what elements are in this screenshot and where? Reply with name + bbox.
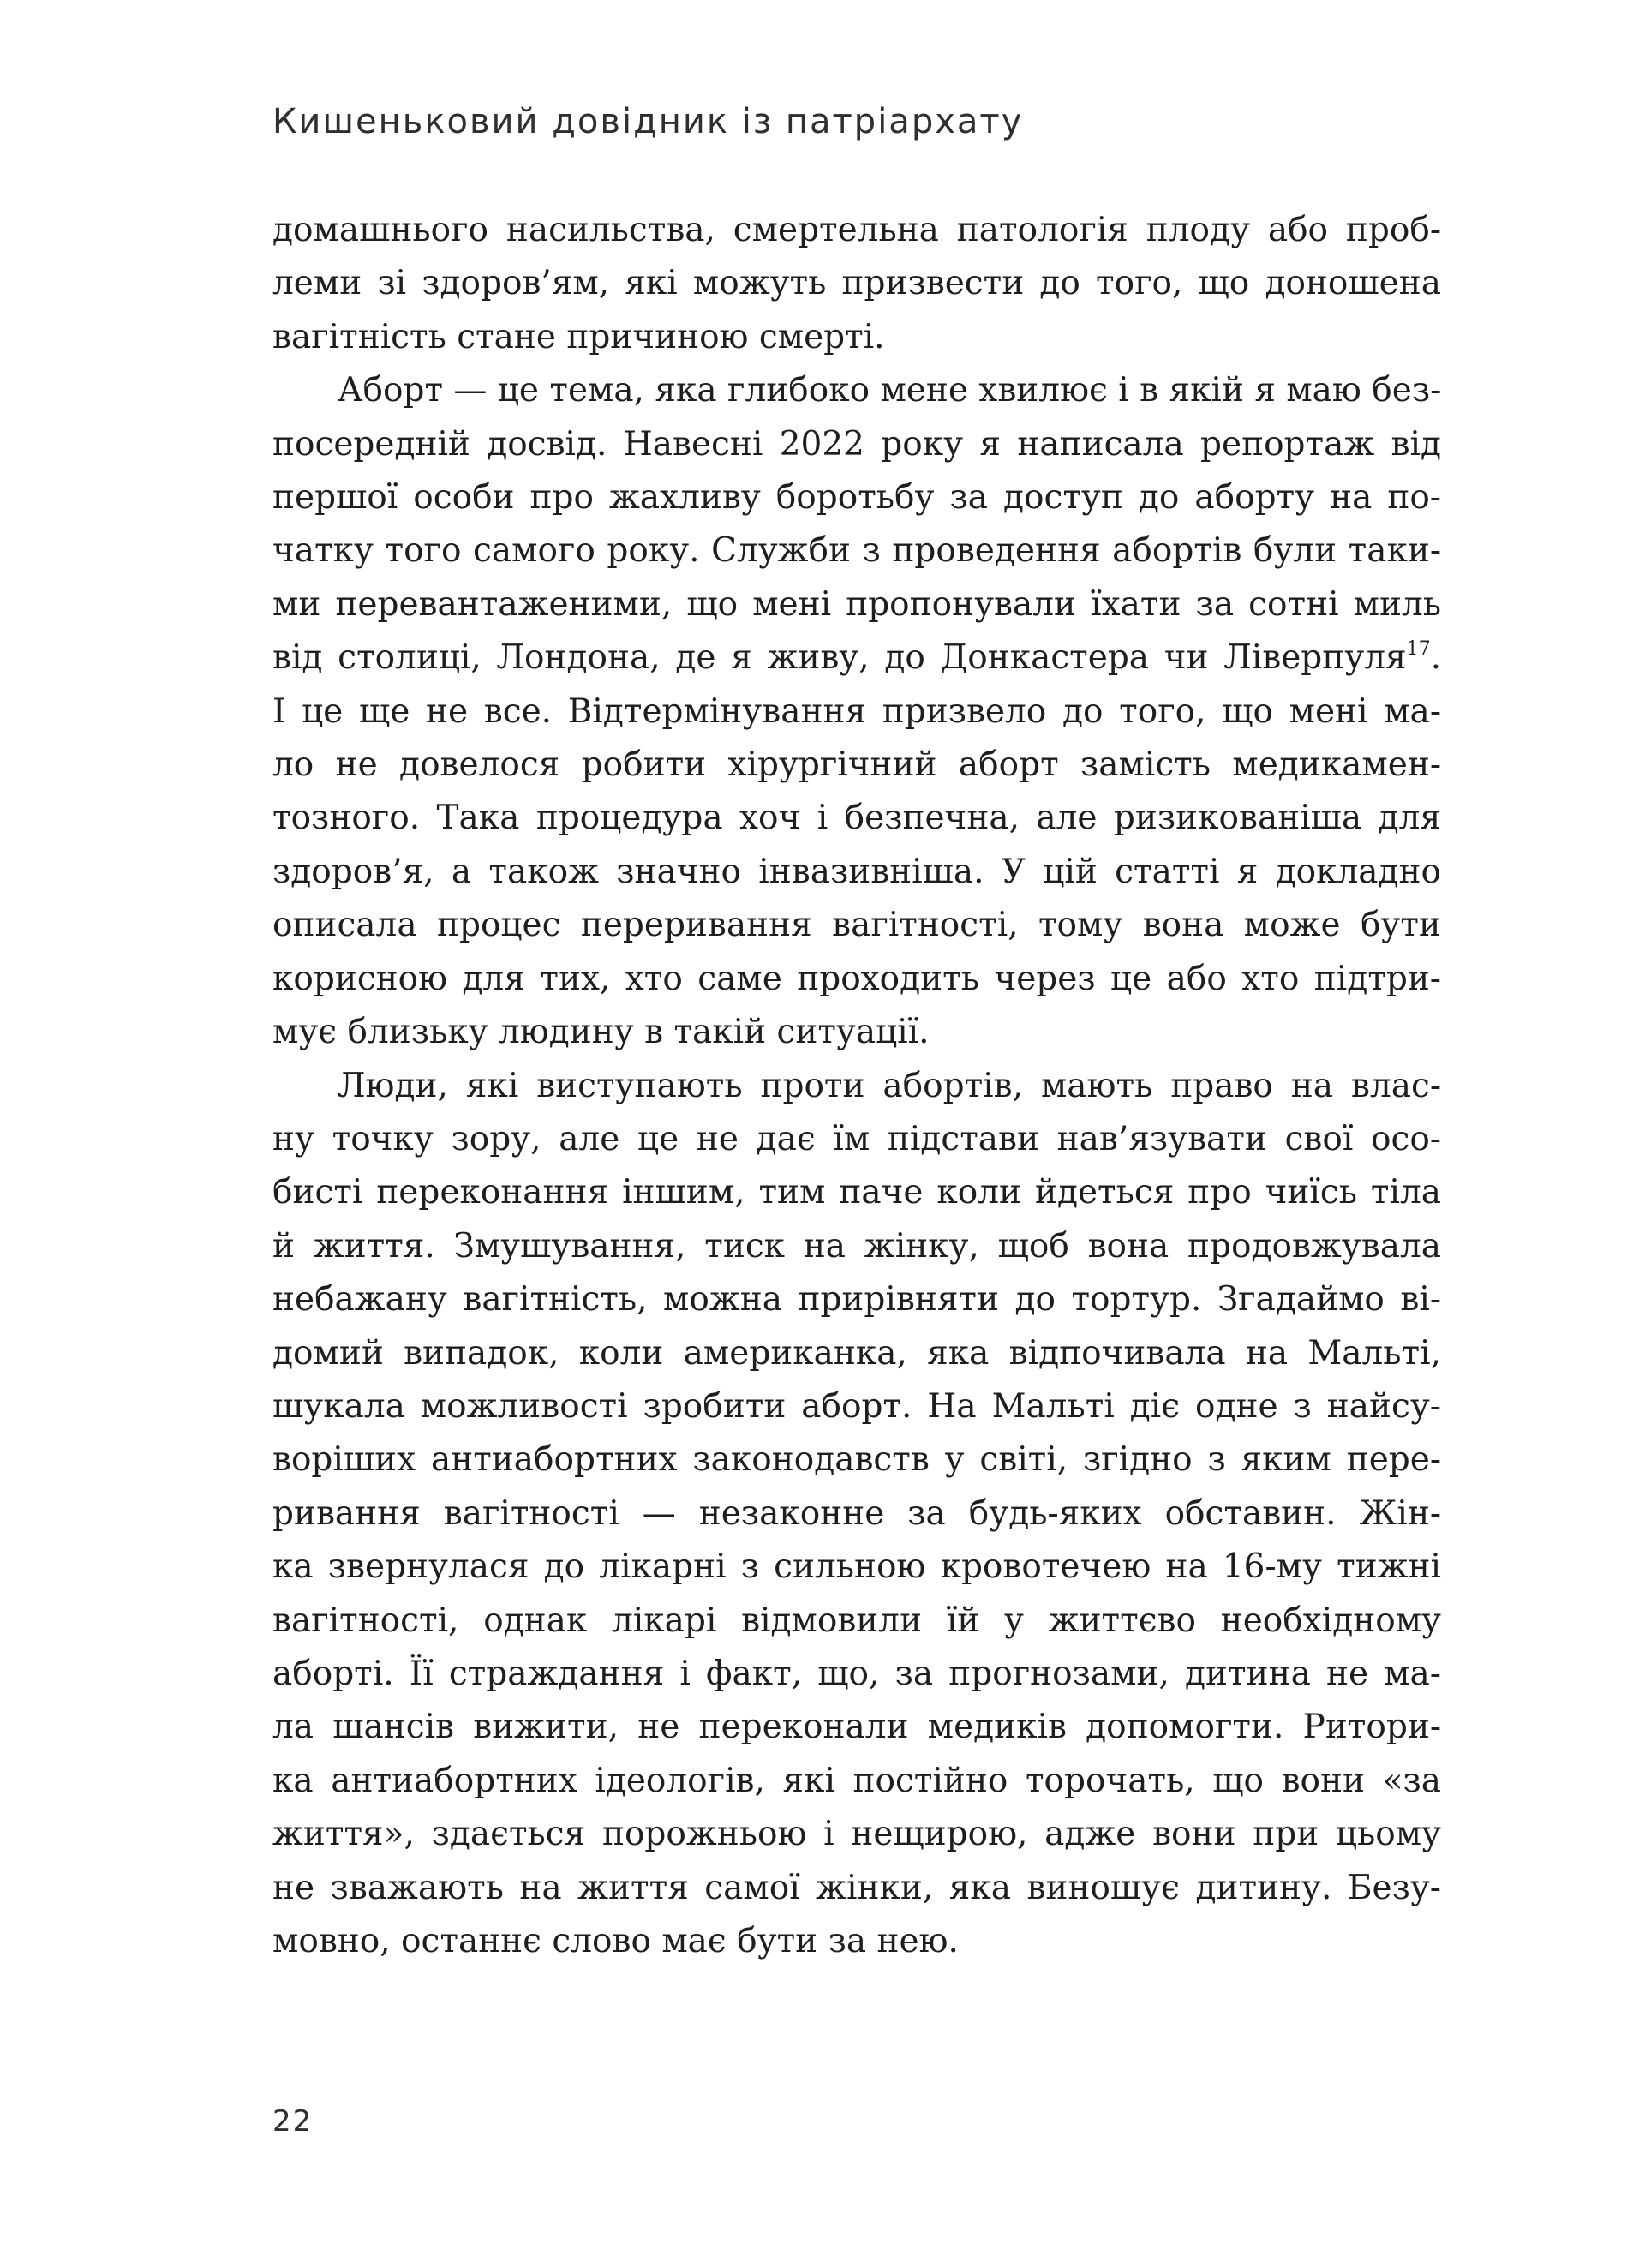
paragraph bbox=[272, 364, 1441, 1059]
text-line: небажану вагітність, можна прирівняти до тортур. Згадаймо ві- bbox=[272, 1280, 1441, 1320]
text-line: здоров’я, а також значно інвазивніша. У цій статті я докладно bbox=[272, 852, 1441, 891]
text-line: першої особи про жахливу боротьбу за доступ до аборту на по- bbox=[272, 478, 1441, 518]
text-line: посередній досвід. Навесні 2022 року я написала репортаж від bbox=[272, 424, 1441, 464]
text-line: ну точку зору, але це не дає їм підстави нав’язувати свої осо- bbox=[272, 1119, 1441, 1158]
text-line: ло не довелося робити хірургічний аборт замість медикамен- bbox=[272, 745, 1441, 785]
text-line: ми перевантаженими, що мені пропонували їхати за сотні миль bbox=[272, 584, 1441, 624]
text-line: ла шансів вижити, не переконали медиків допомогти. Ритори- bbox=[272, 1708, 1441, 1747]
text-line: ка звернулася до лікарні з сильною кровотечею на 16-му тижні bbox=[272, 1547, 1441, 1587]
text-line: ка антиабортних ідеологів, які постійно торочать, що вони «за bbox=[272, 1761, 1441, 1800]
text-line: тозного. Така процедура хоч і безпечна, але ризикованіша для bbox=[272, 799, 1441, 838]
text-line: мує близьку людину в такій ситуації. bbox=[272, 1013, 930, 1052]
text-line: й життя. Змушування, тиск на жінку, щоб вона продовжувала bbox=[272, 1226, 1441, 1266]
text-line: аборті. Її страждання і факт, що, за прогнозами, дитина не ма- bbox=[272, 1654, 1441, 1693]
text-line: не зважають на життя самої жінки, яка виношує дитину. Безу- bbox=[272, 1868, 1441, 1907]
text-line: вагітність стане причиною смерті. bbox=[272, 317, 885, 356]
text-line: описала процес переривання вагітності, тому вона може бути bbox=[272, 906, 1441, 945]
text-line: І це ще не все. Відтермінування призвело до того, що мені ма- bbox=[272, 691, 1441, 731]
text-line: корисною для тих, хто саме проходить через це або хто підтри- bbox=[272, 959, 1441, 998]
text-line: чатку того самого року. Служби з проведення абортів були таки- bbox=[272, 531, 1441, 571]
text-line: Люди, які виступають проти абортів, мають право на влас- bbox=[338, 1066, 1441, 1105]
footnote-marker[interactable]: 17 bbox=[1406, 638, 1431, 661]
text-line: бисті переконання іншим, тим паче коли йдеться про чиїсь тіла bbox=[272, 1173, 1441, 1212]
text-line: ривання вагітності — незаконне за будь-яких обставин. Жін- bbox=[272, 1493, 1441, 1533]
body-text bbox=[272, 204, 1441, 1968]
paragraph bbox=[272, 204, 1441, 364]
text-line: леми зі здоров’ям, які можуть призвести до того, що доношена bbox=[272, 264, 1441, 303]
text-line: домашнього насильства, смертельна патологія плоду або проб- bbox=[272, 211, 1441, 249]
page-number: 22 bbox=[272, 2104, 314, 2139]
text-line: Аборт — це тема, яка глибоко мене хвилює і в якій я маю без- bbox=[338, 371, 1442, 410]
text-line: від столиці, Лондона, де я живу, до Донкастера чи Ліверпуля$^{17}$. bbox=[272, 638, 1441, 678]
text-line: шукала можливості зробити аборт. На Мальті діє одне з найсу- bbox=[272, 1386, 1441, 1426]
text-line: вагітності, однак лікарі відмовили їй у життєво необхідному bbox=[272, 1601, 1441, 1640]
text-line: воріших антиабортних законодавств у світі, згідно з яким пере- bbox=[272, 1440, 1441, 1480]
text-line: домий випадок, коли американка, яка відпочивала на Мальті, bbox=[272, 1333, 1441, 1373]
running-head: Кишеньковий довідник із патріархату bbox=[272, 102, 1024, 141]
text-line: мовно, останнє слово має бути за нею. bbox=[272, 1922, 959, 1960]
paragraph bbox=[272, 1060, 1441, 1969]
text-line: життя», здається порожньою і нещирою, адже вони при цьому bbox=[272, 1815, 1441, 1854]
